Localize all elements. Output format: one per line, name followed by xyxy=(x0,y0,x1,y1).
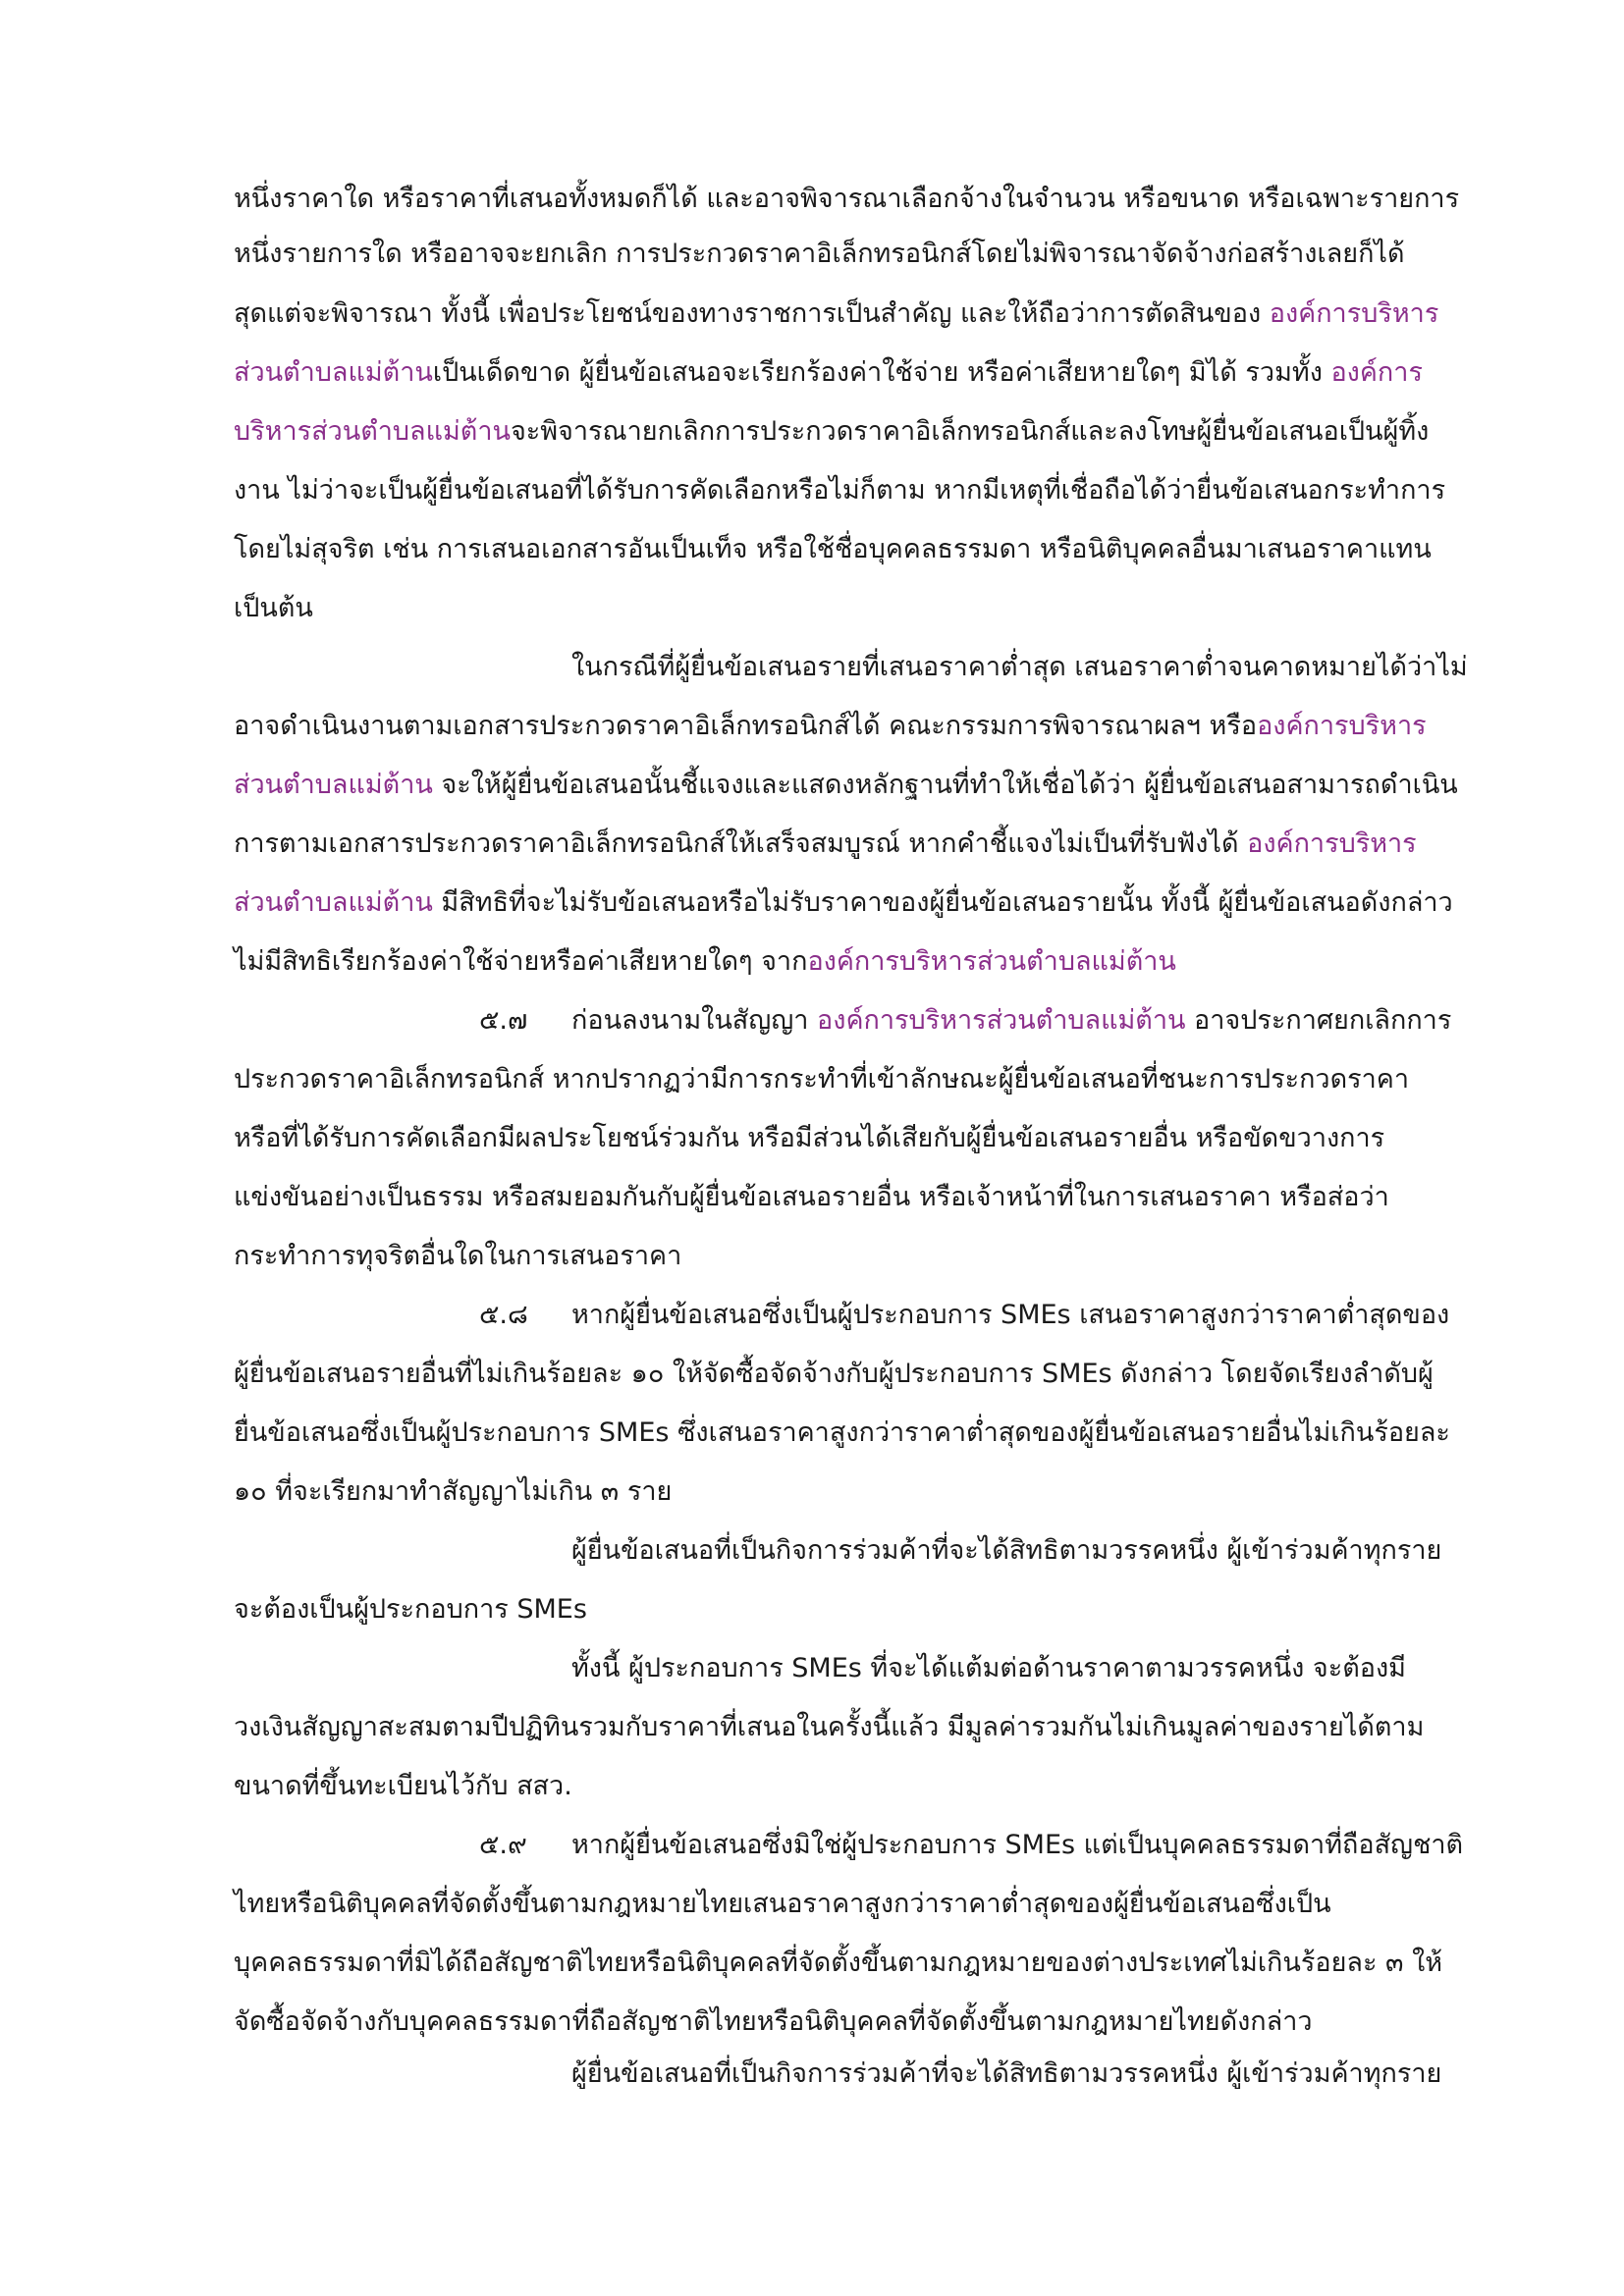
text-line xyxy=(479,1004,527,1038)
text-segment: เป็นต้น xyxy=(234,593,313,623)
org-name-highlight: บริหารส่วนตำบลแม่ต้าน xyxy=(234,416,511,447)
text-segment: ไม่มีสิทธิเรียกร้องค่าใช้จ่ายหรือค่าเสียหายใดๆ จาก xyxy=(234,946,808,977)
text-line xyxy=(571,1829,1463,1862)
text-segment: จะพิจารณายกเลิกการประกวดราคาอิเล็กทรอนิกส์และลงโทษผู้ยื่นข้อเสนอเป็นผู้ทิ้ง xyxy=(510,416,1430,447)
text-line xyxy=(234,297,1438,331)
text-segment: ๕.๘ xyxy=(479,1300,528,1330)
text-segment: โดยไม่สุจริต เช่น การเสนอเอกสารอันเป็นเท็จ หรือใช้ชื่อบุคคลธรรมดา หรือนิติบุคคลอื่นมาเสนอราคาแทน xyxy=(234,534,1432,564)
text-line xyxy=(234,828,1417,861)
org-name-highlight: องค์การบริหาร xyxy=(1269,298,1439,329)
org-name-highlight: องค์การบริหารส่วนตำบลแม่ต้าน xyxy=(817,1005,1186,1036)
text-segment: จัดซื้อจัดจ้างกับบุคคลธรรมดาที่ถือสัญชาติไทยหรือนิติบุคคลที่จัดตั้งขึ้นตามกฎหมายไทยดังกล่าว xyxy=(234,2006,1313,2037)
text-line xyxy=(234,2005,1313,2039)
text-segment: อาจประกาศยกเลิกการ xyxy=(1185,1005,1452,1036)
text-line xyxy=(234,474,1445,507)
text-line xyxy=(571,1652,1406,1685)
text-segment: แข่งขันอย่างเป็นธรรม หรือสมยอมกันกับผู้ยื่นข้อเสนอรายอื่น หรือเจ้าหน้าที่ในการเสนอราคา หรือส่อว่า xyxy=(234,1182,1389,1212)
text-line xyxy=(234,415,1429,449)
text-line xyxy=(571,1299,1449,1332)
org-name-highlight: องค์การบริหารส่วนตำบลแม่ต้าน xyxy=(807,946,1176,977)
text-line xyxy=(234,356,1423,390)
text-line xyxy=(234,886,1453,920)
text-line xyxy=(234,1416,1450,1450)
text-segment: ไทยหรือนิติบุคคลที่จัดตั้งขึ้นตามกฎหมายไทยเสนอราคาสูงกว่าราคาต่ำสุดของผู้ยื่นข้อเสนอซึ่งเป็น xyxy=(234,1889,1331,1919)
text-segment: ผู้ยื่นข้อเสนอที่เป็นกิจการร่วมค้าที่จะได้สิทธิตามวรรคหนึ่ง ผู้เข้าร่วมค้าทุกราย xyxy=(571,1535,1442,1566)
text-line xyxy=(479,1829,527,1862)
text-segment: หากผู้ยื่นข้อเสนอซึ่งเป็นผู้ประกอบการ SMEs เสนอราคาสูงกว่าราคาต่ำสุดของ xyxy=(571,1300,1450,1330)
text-line xyxy=(234,238,1405,271)
text-line xyxy=(479,1299,528,1332)
text-segment: สุดแต่จะพิจารณา ทั้งนี้ เพื่อประโยชน์ของทางราชการเป็นสำคัญ และให้ถือว่าการตัดสินของ xyxy=(234,298,1270,329)
text-line xyxy=(571,1004,1451,1038)
text-segment: จะให้ผู้ยื่นข้อเสนอนั้นชี้แจงและแสดงหลักฐานที่ทำให้เชื่อได้ว่า ผู้ยื่นข้อเสนอสามารถดำเนิน xyxy=(432,770,1458,800)
text-segment: ประกวดราคาอิเล็กทรอนิกส์ หากปรากฏว่ามีการกระทำที่เข้าลักษณะผู้ยื่นข้อเสนอที่ชนะการประกวดราคา xyxy=(234,1064,1410,1095)
text-line xyxy=(571,1534,1441,1568)
text-line xyxy=(234,592,313,625)
text-segment: อาจดำเนินงานตามเอกสารประกวดราคาอิเล็กทรอนิกส์ได้ คณะกรรมการพิจารณาผลฯ หรือ xyxy=(234,711,1258,741)
text-segment: หากผู้ยื่นข้อเสนอซึ่งมิใช่ผู้ประกอบการ SMEs แต่เป็นบุคคลธรรมดาที่ถือสัญชาติ xyxy=(571,1830,1464,1860)
text-segment: จะต้องเป็นผู้ประกอบการ SMEs xyxy=(234,1594,587,1625)
org-name-highlight: ส่วนตำบลแม่ต้าน xyxy=(234,770,433,800)
text-segment: หนึ่งราคาใด หรือราคาที่เสนอทั้งหมดก็ได้ และอาจพิจารณาเลือกจ้างในจำนวน หรือขนาด หรือเฉพาะรายการ xyxy=(234,184,1460,214)
text-segment: ๑๐ ที่จะเรียกมาทำสัญญาไม่เกิน ๓ ราย xyxy=(234,1476,673,1507)
org-name-highlight: ส่วนตำบลแม่ต้าน xyxy=(234,887,433,918)
text-segment: ๕.๗ xyxy=(479,1005,528,1036)
text-line xyxy=(234,1888,1331,1921)
text-line xyxy=(234,1358,1434,1391)
text-segment: ๕.๙ xyxy=(479,1830,527,1860)
text-line xyxy=(234,769,1458,802)
text-line xyxy=(234,1947,1442,1980)
text-segment: หรือที่ได้รับการคัดเลือกมีผลประโยชน์ร่วมกัน หรือมีส่วนได้เสียกับผู้ยื่นข้อเสนอรายอื่น หรือขัดขวางการ xyxy=(234,1123,1385,1153)
org-name-highlight: องค์การบริหาร xyxy=(1247,828,1417,859)
text-segment: ยื่นข้อเสนอซึ่งเป็นผู้ประกอบการ SMEs ซึ่งเสนอราคาสูงกว่าราคาต่ำสุดของผู้ยื่นข้อเสนอรายอื่นไม่เกินร้อยละ xyxy=(234,1417,1450,1448)
text-line xyxy=(234,945,1176,979)
text-line xyxy=(234,183,1459,216)
text-segment: ทั้งนี้ ผู้ประกอบการ SMEs ที่จะได้แต้มต่อด้านราคาตามวรรคหนึ่ง จะต้องมี xyxy=(571,1653,1406,1683)
text-line xyxy=(234,1240,681,1273)
text-line xyxy=(571,2057,1441,2091)
text-segment: หนึ่งรายการใด หรืออาจจะยกเลิก การประกวดราคาอิเล็กทรอนิกส์โดยไม่พิจารณาจัดจ้างก่อสร้างเลยก็ได้ xyxy=(234,239,1405,269)
text-segment: ในกรณีที่ผู้ยื่นข้อเสนอรายที่เสนอราคาต่ำสุด เสนอราคาต่ำจนคาดหมายได้ว่าไม่ xyxy=(571,652,1468,682)
text-line xyxy=(234,1770,572,1803)
text-segment: งาน ไม่ว่าจะเป็นผู้ยื่นข้อเสนอที่ได้รับการคัดเลือกหรือไม่ก็ตาม หากมีเหตุที่เชื่อถือได้ว่ายื่นข้อเสนอกระทำการ xyxy=(234,475,1446,506)
text-segment: มีสิทธิที่จะไม่รับข้อเสนอหรือไม่รับราคาของผู้ยื่นข้อเสนอรายนั้น ทั้งนี้ ผู้ยื่นข้อเสนอดังกล่าว xyxy=(432,887,1453,918)
text-line xyxy=(234,1122,1384,1155)
text-line xyxy=(234,1181,1389,1214)
text-line xyxy=(234,1475,672,1509)
text-segment: ผู้ยื่นข้อเสนอที่เป็นกิจการร่วมค้าที่จะได้สิทธิตามวรรคหนึ่ง ผู้เข้าร่วมค้าทุกราย xyxy=(571,2058,1442,2089)
text-segment: กระทำการทุจริตอื่นใดในการเสนอราคา xyxy=(234,1241,682,1271)
text-segment: ขนาดที่ขึ้นทะเบียนไว้กับ สสว. xyxy=(234,1771,572,1801)
text-line xyxy=(234,1711,1424,1744)
text-line xyxy=(234,533,1432,566)
text-line xyxy=(234,1593,587,1627)
text-segment: ก่อนลงนามในสัญญา xyxy=(571,1005,818,1036)
text-segment: บุคคลธรรมดาที่มิได้ถือสัญชาติไทยหรือนิติบุคคลที่จัดตั้งขึ้นตามกฎหมายของต่างประเทศไม่เกินร้อยละ ๓ ให้ xyxy=(234,1948,1443,1978)
org-name-highlight: ส่วนตำบลแม่ต้าน xyxy=(234,357,433,388)
text-line xyxy=(234,710,1427,743)
text-segment: การตามเอกสารประกวดราคาอิเล็กทรอนิกส์ให้เสร็จสมบูรณ์ หากคำชี้แจงไม่เป็นที่รับฟังได้ xyxy=(234,828,1248,859)
text-segment: ผู้ยื่นข้อเสนอรายอื่นที่ไม่เกินร้อยละ ๑๐ ให้จัดซื้อจัดจ้างกับผู้ประกอบการ SMEs ดังกล่าว โดยจัดเรียงลำดับผู้ xyxy=(234,1359,1434,1389)
org-name-highlight: องค์การ xyxy=(1330,357,1423,388)
text-segment: เป็นเด็ดขาด ผู้ยื่นข้อเสนอจะเรียกร้องค่าใช้จ่าย หรือค่าเสียหายใดๆ มิได้ รวมทั้ง xyxy=(432,357,1331,388)
text-line xyxy=(571,651,1468,684)
text-line xyxy=(234,1063,1409,1096)
org-name-highlight: องค์การบริหาร xyxy=(1257,711,1427,741)
text-segment: วงเงินสัญญาสะสมตามปีปฏิทินรวมกับราคาที่เสนอในครั้งนี้แล้ว มีมูลค่ารวมกันไม่เกินมูลค่าของรายได้ตาม xyxy=(234,1712,1425,1742)
